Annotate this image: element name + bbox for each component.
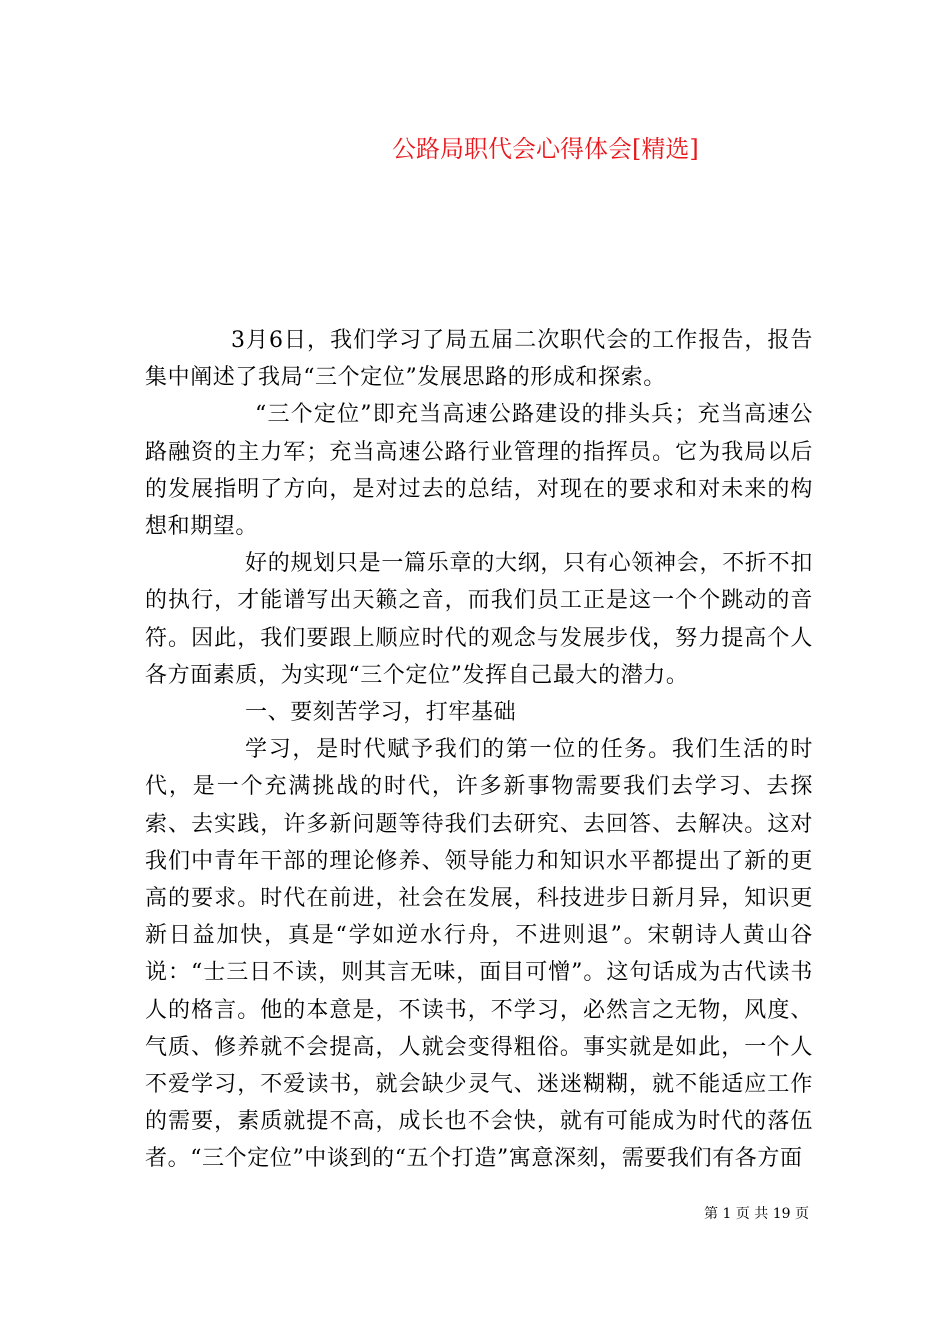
document-body — [145, 322, 813, 1178]
section-heading-1: 一、要刻苦学习，打牢基础 — [245, 700, 517, 726]
page-number-footer: 第 1 页 共 19 页 — [704, 1206, 809, 1222]
paragraph-1: 3月6日，我们学习了局五届二次职代会的工作报告，报告集中阐述了我局“三个定位”发展思路的形成和探索。 — [145, 328, 813, 391]
paragraph-2: “三个定位”即充当高速公路建设的排头兵；充当高速公路融资的主力军；充当高速公路行业管理的指挥员。它为我局以后的发展指明了方向，是对过去的总结，对现在的要求和对未来的构想和期望。 — [145, 402, 813, 540]
paragraph-3: 好的规划只是一篇乐章的大纲，只有心领神会，不折不扣的执行，才能谱写出天籁之音，而我们员工正是这一个个跳动的音符。因此，我们要跟上顺应时代的观念与发展步伐，努力提高个人各方面素质，为实现“三个定位”发挥自己最大的潜力。 — [145, 551, 813, 688]
paragraph-4: 学习，是时代赋予我们的第一位的任务。我们生活的时代，是一个充满挑战的时代，许多新事物需要我们去学习、去探索、去实践，许多新问题等待我们去研究、去回答、去解决。这对我们中青年干部的理论修养、领导能力和知识水平都提出了新的更高的要求。时代在前进，社会在发展，科技进步日新月异，知识更新日益加快，真是“学如逆水行舟，不进则退”。宋朝诗人黄山谷说：“士三日不读，则其言无味，面目可憎”。这句话成为古代读书人的格言。他的本意是，不读书，不学习，必然言之无物，风度、气质、修养就不会提高，人就会变得粗俗。事实就是如此，一个人不爱学习，不爱读书，就会缺少灵气、迷迷糊糊，就不能适应工作的需要，素质就提不高，成长也不会快，就有可能成为时代的落伍者。“三个定位”中谈到的“五个打造”寓意深刻，需要我们有各方面 — [145, 737, 813, 1172]
document-title: 公路局职代会心得体会[精选] — [392, 135, 699, 163]
